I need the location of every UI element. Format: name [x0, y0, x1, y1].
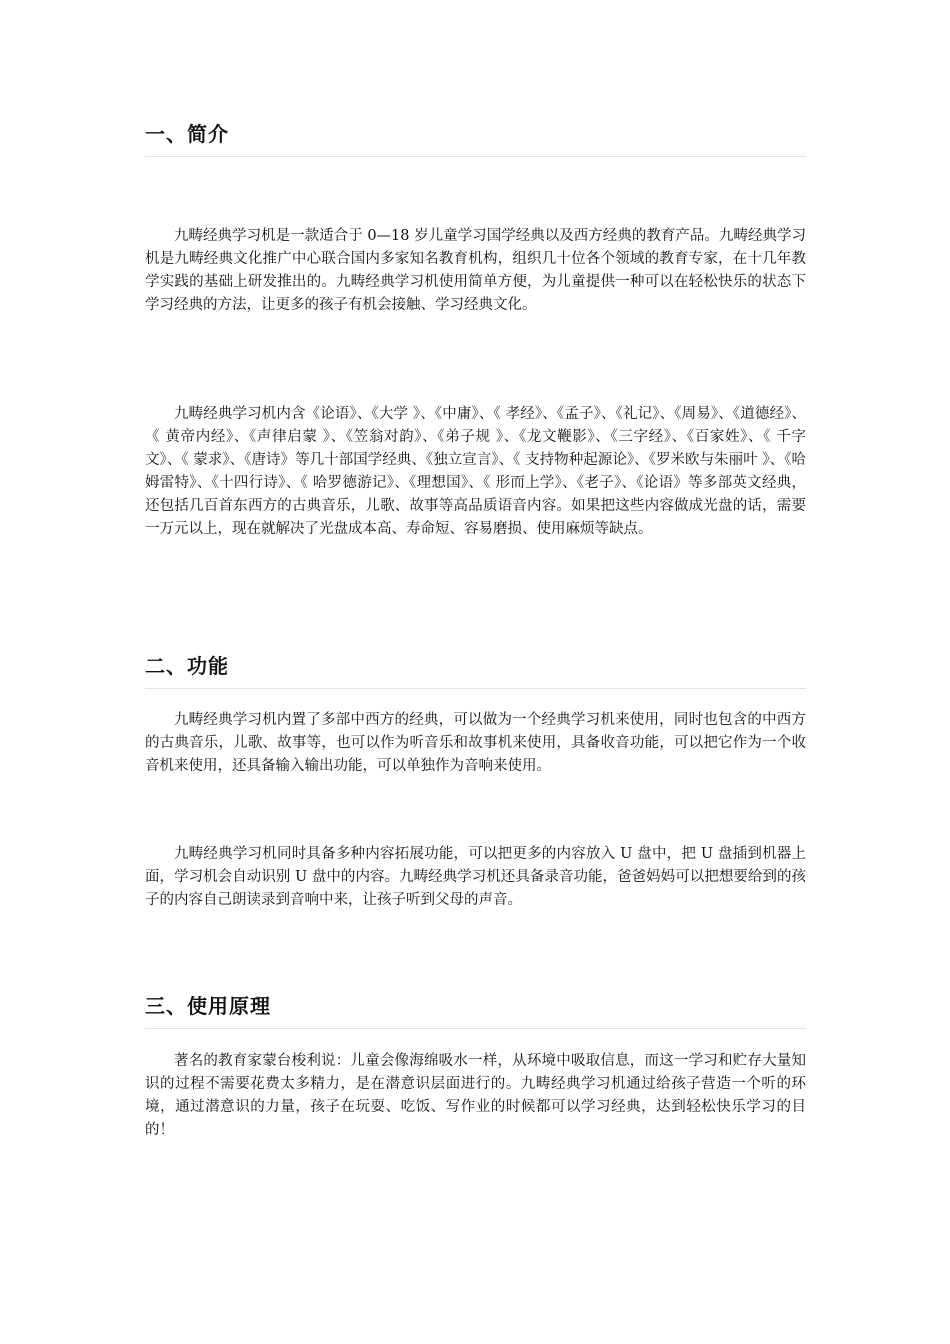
paragraph: 九畴经典学习机同时具备多种内容拓展功能，可以把更多的内容放入 U 盘中，把 U 盘插到机器上面，学习机会自动识别 U 盘中的内容。九畴经典学习机还具备录音功能，爸爸妈妈可以把想要给到的孩子的内容自己朗读录到音响中来，让孩子听到父母的声音。	[145, 846, 806, 908]
paragraph: 九畴经典学习机是一款适合于 0—18 岁儿童学习国学经典以及西方经典的教育产品。九畴经典学习机是九畴经典文化推广中心联合国内多家知名教育机构，组织几十位各个领域的教育专家，在十几年教学实践的基础上研发推出的。九畴经典学习机使用简单方便，为儿童提供一种可以在轻松快乐的状态下学习经典的方法，让更多的孩子有机会接触、学习经典文化。	[145, 228, 806, 313]
paragraph: 九畴经典学习机内含《论语》、《大学 》、《中庸》、《 孝经》、《孟子》、《礼记》、《周易》、《道德经》、《 黄帝内经》、《声律启蒙 》、《笠翁对韵》、《弟子规 》、《龙文鞭影》、《三字经》、《百家姓》、《 千字文》、《 蒙求》、《唐诗》等几十部国学经典、《独立宣言》、《 支持物种起源论》、《罗米欧与朱丽叶 》、《哈姆雷特》、《十四行诗》、《 哈罗德游记》、《理想国》、《 形而上学》、《老子》、《论语》等多部英文经典，还包括几百首东西方的古典音乐，儿歌、故事等高品质语音内容。如果把这些内容做成光盘的话，需要一万元以上，现在就解决了光盘成本高、寿命短、容易磨损、使用麻烦等缺点。	[145, 406, 806, 537]
section-features	[145, 652, 806, 689]
section-heading: 二、功能	[145, 652, 806, 689]
paragraph: 著名的教育家蒙台梭利说：儿童会像海绵吸水一样，从环境中吸取信息，而这一学习和贮存大量知识的过程不需要花费太多精力，是在潜意识层面进行的。九畴经典学习机通过给孩子营造一个听的环境，通过潜意识的力量，孩子在玩耍、吃饭、写作业的时候都可以学习经典，达到轻松快乐学习的目的！	[145, 1053, 806, 1138]
section-principle	[145, 992, 806, 1029]
section-intro	[145, 120, 806, 157]
section-heading: 三、使用原理	[145, 992, 806, 1029]
section-heading: 一、简介	[145, 120, 806, 157]
paragraph: 九畴经典学习机内置了多部中西方的经典，可以做为一个经典学习机来使用，同时也包含的中西方的古典音乐，儿歌、故事等，也可以作为听音乐和故事机来使用，具备收音功能，可以把它作为一个收音机来使用，还具备输入输出功能，可以单独作为音响来使用。	[145, 712, 806, 774]
